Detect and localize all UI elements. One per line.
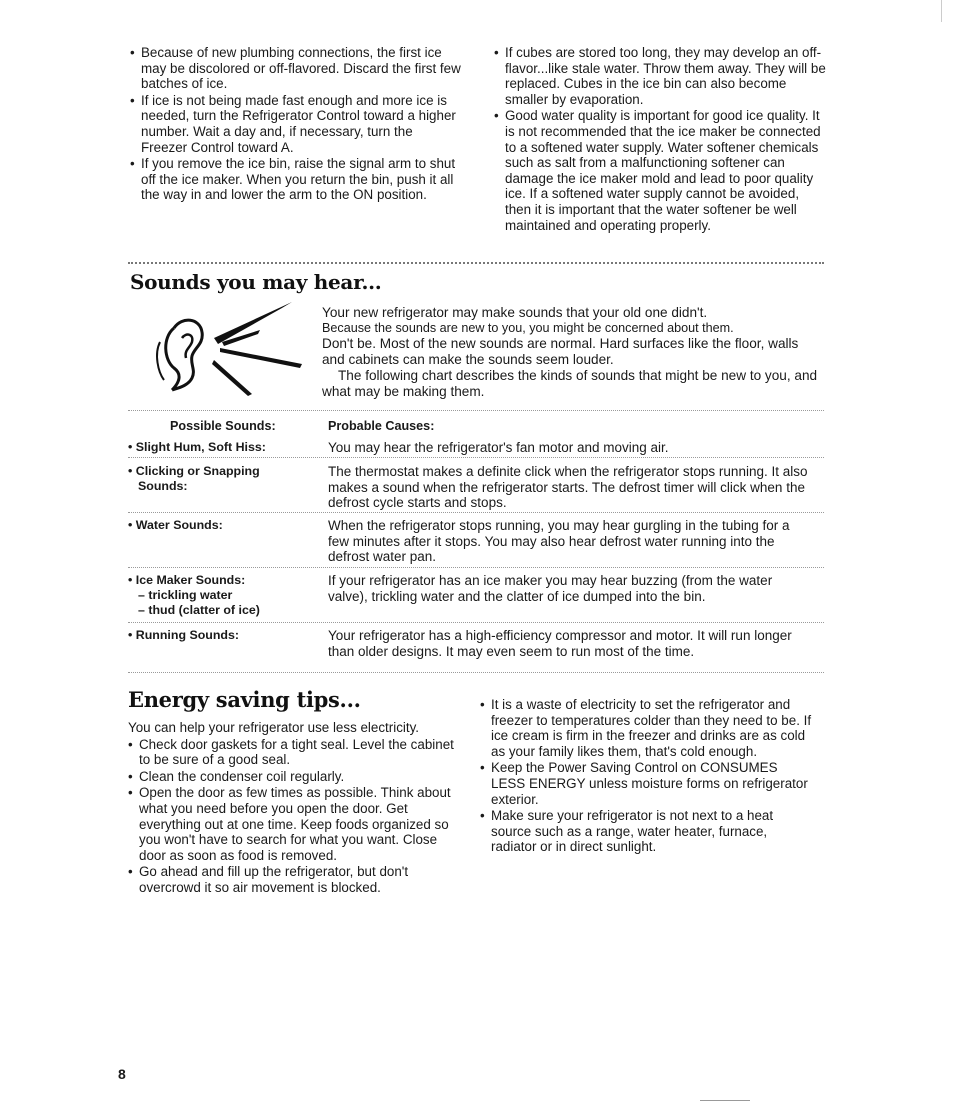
footer-rule — [700, 1100, 750, 1101]
sound-cause: You may hear the refrigerator's fan motor and moving air. — [328, 440, 669, 455]
list-item: • Clean the condenser coil regularly. — [128, 769, 460, 785]
list-item: • If ice is not being made fast enough and more ice is needed, turn the Refrigerator Control toward a higher number. Wait a day and, if necessary, turn the Freezer Control toward A. — [130, 93, 462, 155]
chart-divider — [128, 410, 824, 411]
energy-intro: You can help your refrigerator use less electricity. — [128, 720, 420, 735]
list-item: • Go ahead and fill up the refrigerator, but don't overcrowd it so air movement is blocked. — [128, 864, 460, 895]
sound-label: • Running Sounds: — [128, 628, 320, 643]
probable-causes-header: Probable Causes: — [328, 419, 435, 433]
energy-right-list — [480, 697, 812, 856]
intro-line: Don't be. Most of the new sounds are normal. Hard surfaces like the floor, walls and cabinets can make the sounds seem louder. — [322, 336, 799, 368]
sound-label: • Slight Hum, Soft Hiss: — [128, 440, 320, 455]
sound-name — [128, 464, 320, 494]
page-number: 8 — [118, 1066, 126, 1082]
intro-line: Your new refrigerator may make sounds that your old one didn't. — [322, 305, 708, 320]
list-item: • It is a waste of electricity to set the refrigerator and freezer to temperatures colder than they need to be. If ice cream is firm in the freezer and drinks are as cold as your family likes them, that's cold enough. — [480, 697, 812, 759]
list-item: • Check door gaskets for a tight seal. Level the cabinet to be sure of a good seal. — [128, 737, 460, 768]
intro-line: The following chart describes the kinds of sounds that might be new to you, and what may be making them. — [322, 367, 818, 399]
possible-sounds-header: Possible Sounds: — [170, 419, 276, 433]
sound-name — [128, 628, 320, 643]
row-divider — [128, 672, 824, 673]
energy-left-list — [128, 737, 460, 896]
energy-heading: Energy saving tips... — [128, 687, 361, 712]
sound-label: • Ice Maker Sounds: — [128, 573, 320, 588]
intro-line: Because the sounds are new to you, you might be concerned about them. — [322, 320, 734, 335]
list-item: • Good water quality is important for good ice quality. It is not recommended that the ice maker be connected to a softened water supply. Water softener chemicals such as salt from a malfunctioning softener can damage the ice maker mold and lead to poor quality ice. If a softened water supply cannot be avoided, then it is important that the water softener be well maintained and operating properly. — [494, 108, 826, 233]
scan-edge-mark — [941, 0, 942, 22]
sound-label: Sounds: — [138, 479, 188, 493]
sound-name — [128, 573, 320, 618]
sound-name — [128, 518, 320, 533]
sound-cause: Your refrigerator has a high-efficiency compressor and motor. It will run longer than older designs. It may even seem to run most of the time. — [328, 628, 792, 659]
sound-label: – trickling water — [138, 588, 233, 602]
sound-label: • Clicking or Snapping — [128, 464, 320, 479]
list-item: • Open the door as few times as possible. Think about what you need before you open the door. Get everything out at one time. Keep foods organized so you won't have to search for what you want. Close door as soon as food is removed. — [128, 785, 460, 863]
list-item: • Keep the Power Saving Control on CONSUMES LESS ENERGY unless moisture forms on refrigerator exterior. — [480, 760, 812, 807]
list-item: • Because of new plumbing connections, the first ice may be discolored or off-flavored. Discard the first few batches of ice. — [130, 45, 462, 92]
sound-cause: If your refrigerator has an ice maker you may hear buzzing (from the water valve), trickling water and the clatter of ice dumped into the bin. — [328, 573, 773, 604]
sound-name — [128, 440, 320, 455]
row-divider — [128, 567, 824, 568]
energy-left-column — [128, 720, 460, 897]
sound-label: • Water Sounds: — [128, 518, 320, 533]
row-divider — [128, 457, 824, 458]
ice-tips-left-list — [130, 45, 462, 204]
row-divider — [128, 512, 824, 513]
ice-tips-right-list — [494, 45, 826, 234]
list-item: • If you remove the ice bin, raise the signal arm to shut off the ice maker. When you return the bin, push it all the way in and lower the arm to the ON position. — [130, 156, 462, 203]
sound-cause: When the refrigerator stops running, you may hear gurgling in the tubing for a few minutes after it stops. You may also hear defrost water running into the defrost water pan. — [328, 518, 790, 564]
ear-icon — [152, 298, 304, 398]
sounds-heading: Sounds you may hear... — [130, 270, 382, 294]
list-item: • Make sure your refrigerator is not next to a heat source such as a range, water heater, furnace, radiator or in direct sunlight. — [480, 808, 812, 855]
sound-cause: The thermostat makes a definite click when the refrigerator stops running. It also makes a sound when the refrigerator starts. The defrost timer will click when the defrost cycle starts and stops. — [328, 464, 808, 510]
section-divider — [128, 262, 824, 264]
sound-label: – thud (clatter of ice) — [138, 603, 260, 617]
list-item: • If cubes are stored too long, they may develop an off-flavor...like stale water. Throw them away. They will be replaced. Cubes in the ice bin can also become smaller by evaporation. — [494, 45, 826, 107]
sounds-intro — [322, 305, 822, 399]
row-divider — [128, 622, 824, 623]
